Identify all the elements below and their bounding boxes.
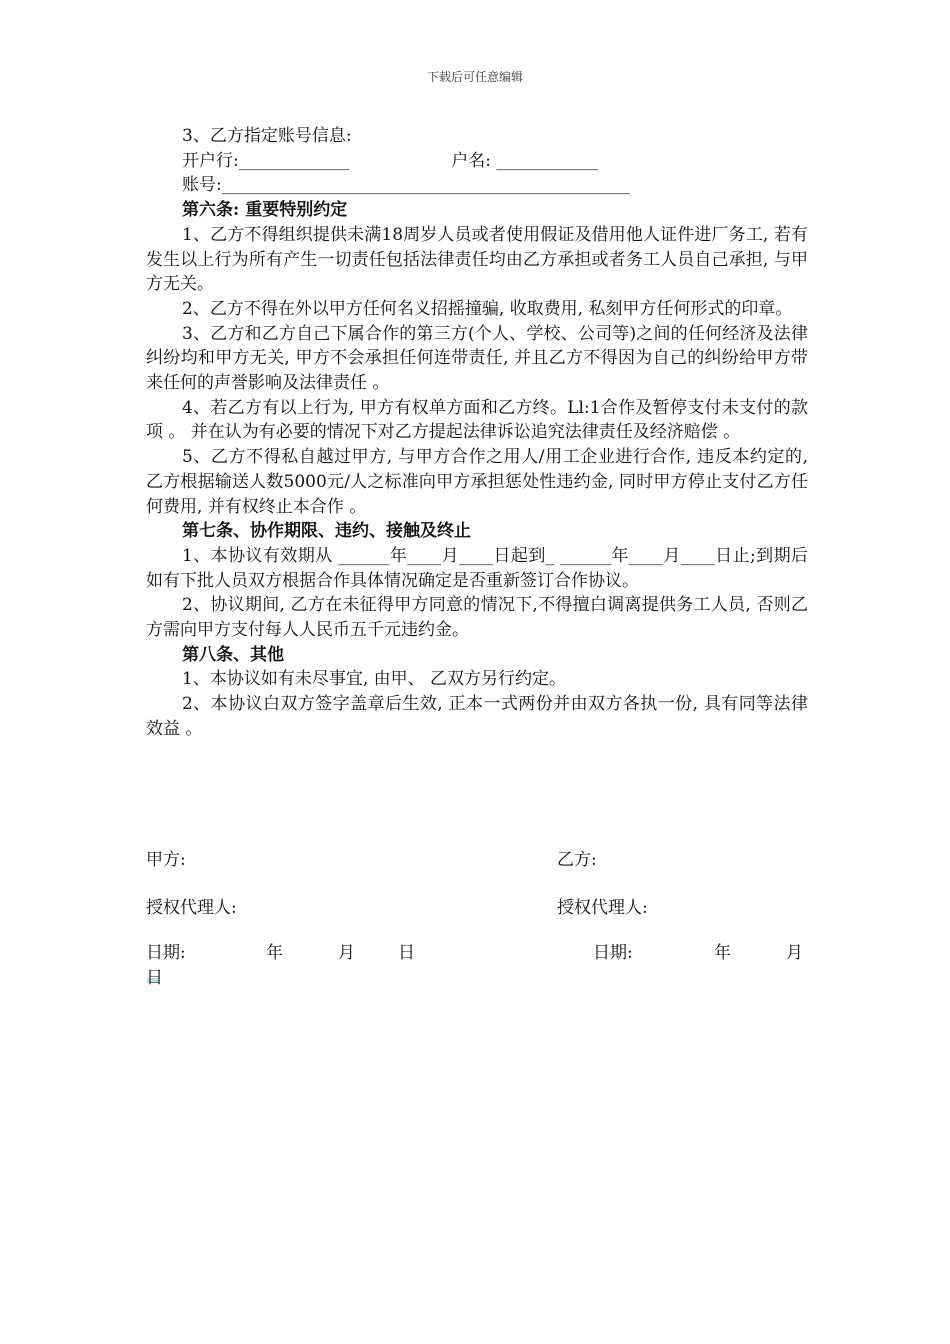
- account-title: 3、乙方指定账号信息:: [182, 126, 352, 146]
- party-a-label: 甲方:: [146, 850, 186, 870]
- account-number-blank: ________________________________________________: [221, 175, 630, 196]
- agent-b-label: 授权代理人:: [557, 898, 648, 918]
- date-a-month: 月: [338, 943, 355, 963]
- date-b-year: 年: [714, 943, 731, 963]
- article-7-heading: 第七条、协作期限、违约、接触及终止: [182, 521, 471, 542]
- article-6-clause-2: 2、乙方不得在外以甲方任何名义招摇撞骗, 收取费用, 私刻甲方任何形式的印章。: [182, 298, 793, 319]
- contract-body: [146, 124, 808, 742]
- article-6-clause-3: 3、乙方和乙方自己下属合作的第三方(个人、学校、公司等)之间的任何经济及法律纠纷均和甲方无关, 甲方不会承担任何连带责任, 并且乙方不得因为自己的纠纷给甲方带来任何的声誉影响及法律责任 。: [146, 323, 808, 394]
- account-name-label: 户名:: [451, 150, 491, 171]
- article-7-clause-2: 2、协议期间, 乙方在未征得甲方同意的情况下,不得擅白调离提供务工人员, 否则乙方需向甲方支付每人人民币五千元违约金。: [146, 595, 808, 641]
- bank-label: 开户行:: [182, 150, 239, 171]
- date-b-label: 日期:: [593, 943, 633, 963]
- date-b-day-wrap: [146, 966, 163, 991]
- article-6-clause-5: 5、乙方不得私自越过甲方, 与甲方合作之用人/用工企业进行合作, 违反本约定的, 乙方根据输送人数5000元/人之标准向甲方承担惩处性违约金, 同时甲方停止支付乙方任何费用, 并有权终止本合作 。: [146, 447, 808, 517]
- article-6-clause-1: 1、乙方不得组织提供未满18周岁人员或者使用假证及借用他人证件进厂务工, 若有发生以上行为所有产生一切责任包括法律责任均由乙方承担或者务工人员自己承担, 与甲方无关。: [146, 224, 808, 295]
- article-6-heading: 第六条: 重要特别约定: [182, 200, 348, 221]
- date-a-day: 日: [398, 943, 415, 963]
- party-b-label: 乙方:: [557, 850, 597, 870]
- party-row: [146, 848, 808, 873]
- article-8-clause-1: 1、本协议如有未尽事宜, 由甲、 乙双方另行约定。: [182, 669, 567, 690]
- article-8-heading: 第八条、其他: [182, 644, 284, 665]
- account-number-label: 账号:: [182, 175, 222, 196]
- date-a-year: 年: [266, 943, 283, 963]
- date-b-month: 月: [786, 943, 803, 963]
- agent-a-label: 授权代理人:: [146, 898, 237, 918]
- article-8-clause-2: 2、本协议白双方签字盖章后生效, 正本一式两份并由双方各执一份, 具有同等法律效益 。: [146, 694, 808, 739]
- date-a-label: 日期:: [146, 943, 186, 963]
- page-header-note: 下载后可任意编辑: [426, 70, 523, 84]
- agent-row: [146, 896, 808, 921]
- account-name-blank: ____________: [490, 150, 599, 171]
- account-number-line: [146, 173, 808, 198]
- article-6-clause-4: 4、若乙方有以上行为, 甲方有权单方面和乙方终。Ll:1合作及暂停支付未支付的款项 。 并在认为有必要的情况下对乙方提起法律诉讼追究法律责任及经济赔偿 。: [146, 397, 808, 443]
- article-7-clause-1: 1、本协议有效期从 ______年____月____日起到_ ______年____月____日止;到期后如有下批人员双方根据合作具体情况确定是否重新签订合作协议。: [146, 545, 808, 591]
- bank-line: [146, 149, 808, 174]
- date-b-day: 日: [146, 968, 163, 988]
- bank-blank: _____________: [238, 150, 350, 171]
